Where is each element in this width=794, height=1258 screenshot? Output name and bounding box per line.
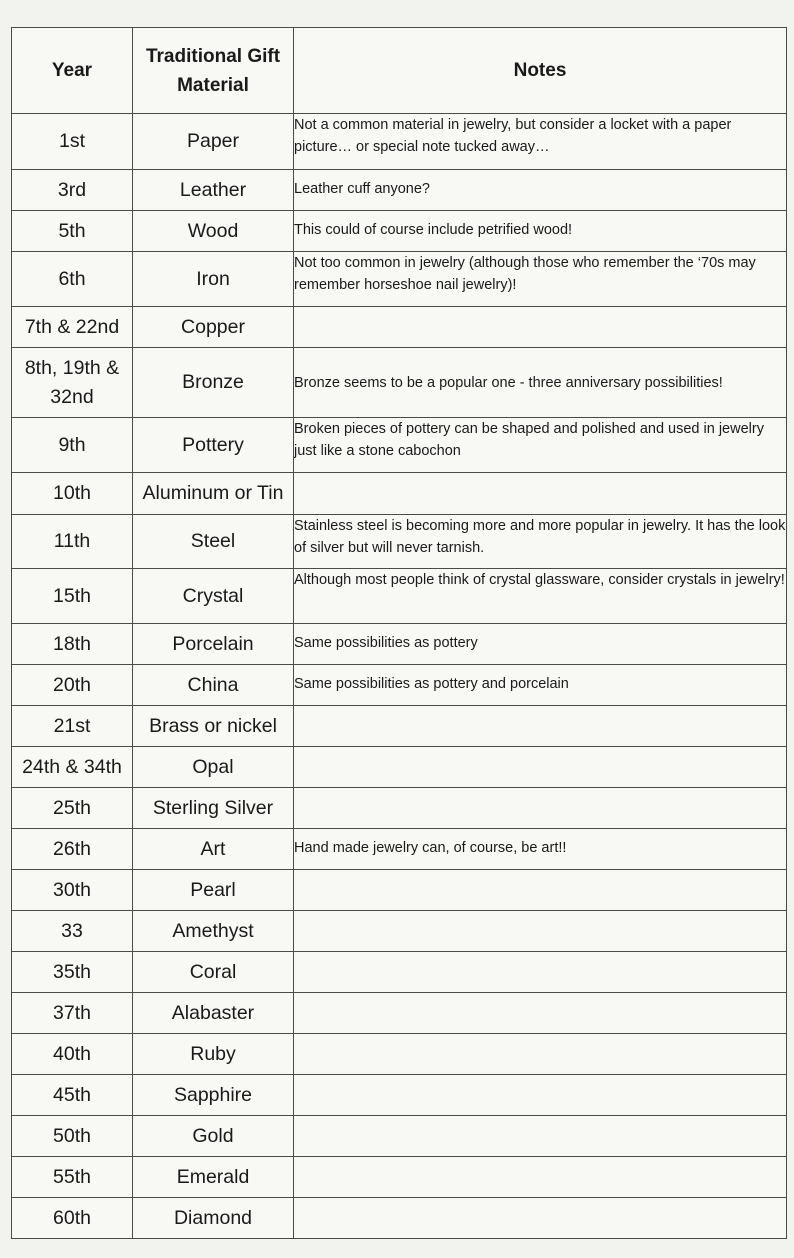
year-cell: 40th: [12, 1034, 133, 1075]
material-cell: Pearl: [133, 870, 294, 911]
material-cell: Gold: [133, 1116, 294, 1157]
year-cell: 7th & 22nd: [12, 307, 133, 348]
table-row: [12, 1198, 787, 1239]
material-cell: Paper: [133, 114, 294, 170]
notes-cell: [294, 473, 787, 515]
material-cell: Amethyst: [133, 911, 294, 952]
material-cell: Aluminum or Tin: [133, 473, 294, 515]
year-cell: 5th: [12, 211, 133, 252]
table-row: [12, 473, 787, 515]
year-cell: 55th: [12, 1157, 133, 1198]
column-header-material: Traditional Gift Material: [133, 28, 294, 114]
notes-cell: Same possibilities as pottery and porcelain: [294, 665, 787, 706]
material-cell: Emerald: [133, 1157, 294, 1198]
material-cell: Opal: [133, 747, 294, 788]
table-row: [12, 747, 787, 788]
year-cell: 3rd: [12, 170, 133, 211]
column-header-year: Year: [12, 28, 133, 114]
notes-cell: Not a common material in jewelry, but consider a locket with a paper picture… or special note tucked away…: [294, 114, 787, 170]
material-cell: Sterling Silver: [133, 788, 294, 829]
year-cell: 26th: [12, 829, 133, 870]
table-row: [12, 1116, 787, 1157]
notes-cell: Although most people think of crystal glassware, consider crystals in jewelry!: [294, 569, 787, 624]
table-row: [12, 911, 787, 952]
anniversary-gift-table-container: [11, 27, 786, 1239]
notes-cell: [294, 1034, 787, 1075]
table-row: [12, 170, 787, 211]
material-cell: Alabaster: [133, 993, 294, 1034]
table-row: [12, 114, 787, 170]
year-cell: 30th: [12, 870, 133, 911]
material-cell: Copper: [133, 307, 294, 348]
notes-cell: [294, 993, 787, 1034]
year-cell: 9th: [12, 418, 133, 473]
notes-cell: Stainless steel is becoming more and more popular in jewelry. It has the look of silver but will never tarnish.: [294, 515, 787, 569]
year-cell: 45th: [12, 1075, 133, 1116]
column-header-notes: Notes: [294, 28, 787, 114]
year-cell: 8th, 19th & 32nd: [12, 348, 133, 418]
year-cell: 60th: [12, 1198, 133, 1239]
notes-cell: [294, 1157, 787, 1198]
table-row: [12, 211, 787, 252]
table-header-row: [12, 28, 787, 114]
notes-cell: [294, 952, 787, 993]
year-cell: 10th: [12, 473, 133, 515]
table-row: [12, 515, 787, 569]
year-cell: 6th: [12, 252, 133, 307]
material-cell: Wood: [133, 211, 294, 252]
material-cell: Diamond: [133, 1198, 294, 1239]
table-row: [12, 952, 787, 993]
notes-cell: [294, 788, 787, 829]
material-cell: Porcelain: [133, 624, 294, 665]
notes-cell: Bronze seems to be a popular one - three anniversary possibilities!: [294, 348, 787, 418]
material-cell: Ruby: [133, 1034, 294, 1075]
material-cell: Leather: [133, 170, 294, 211]
year-cell: 15th: [12, 569, 133, 624]
material-cell: Brass or nickel: [133, 706, 294, 747]
table-row: [12, 1075, 787, 1116]
notes-cell: [294, 870, 787, 911]
year-cell: 18th: [12, 624, 133, 665]
year-cell: 20th: [12, 665, 133, 706]
table-row: [12, 706, 787, 747]
table-row: [12, 788, 787, 829]
year-cell: 37th: [12, 993, 133, 1034]
year-cell: 1st: [12, 114, 133, 170]
material-cell: Sapphire: [133, 1075, 294, 1116]
year-cell: 25th: [12, 788, 133, 829]
notes-cell: Same possibilities as pottery: [294, 624, 787, 665]
notes-cell: [294, 307, 787, 348]
table-row: [12, 252, 787, 307]
notes-cell: Broken pieces of pottery can be shaped and polished and used in jewelry just like a stone cabochon: [294, 418, 787, 473]
notes-cell: [294, 706, 787, 747]
year-cell: 35th: [12, 952, 133, 993]
year-cell: 11th: [12, 515, 133, 569]
year-cell: 33: [12, 911, 133, 952]
table-row: [12, 829, 787, 870]
notes-cell: Not too common in jewelry (although those who remember the ‘70s may remember horseshoe nail jewelry)!: [294, 252, 787, 307]
table-row: [12, 1157, 787, 1198]
material-cell: Coral: [133, 952, 294, 993]
notes-cell: This could of course include petrified wood!: [294, 211, 787, 252]
material-cell: Steel: [133, 515, 294, 569]
notes-cell: Leather cuff anyone?: [294, 170, 787, 211]
material-cell: Iron: [133, 252, 294, 307]
table-row: [12, 1034, 787, 1075]
material-cell: Pottery: [133, 418, 294, 473]
table-row: [12, 993, 787, 1034]
year-cell: 24th & 34th: [12, 747, 133, 788]
year-cell: 21st: [12, 706, 133, 747]
notes-cell: Hand made jewelry can, of course, be art!!: [294, 829, 787, 870]
notes-cell: [294, 1075, 787, 1116]
table-row: [12, 665, 787, 706]
table-row: [12, 348, 787, 418]
anniversary-gift-table: [11, 27, 787, 1239]
notes-cell: [294, 911, 787, 952]
material-cell: Bronze: [133, 348, 294, 418]
notes-cell: [294, 1116, 787, 1157]
material-cell: Art: [133, 829, 294, 870]
table-row: [12, 418, 787, 473]
material-cell: Crystal: [133, 569, 294, 624]
table-row: [12, 870, 787, 911]
material-cell: China: [133, 665, 294, 706]
year-cell: 50th: [12, 1116, 133, 1157]
notes-cell: [294, 747, 787, 788]
table-row: [12, 569, 787, 624]
table-row: [12, 307, 787, 348]
table-row: [12, 624, 787, 665]
notes-cell: [294, 1198, 787, 1239]
